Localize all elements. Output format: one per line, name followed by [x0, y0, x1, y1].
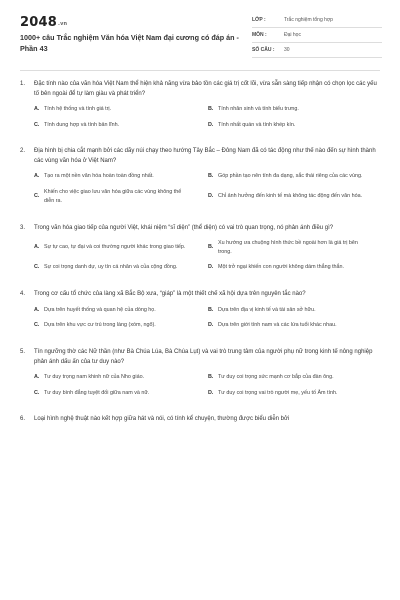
answer-option[interactable]	[34, 306, 208, 315]
option-letter: B.	[208, 306, 214, 313]
answer-option[interactable]	[34, 188, 208, 205]
option-letter: B.	[208, 106, 214, 112]
option-letter: A.	[34, 374, 40, 381]
question-item	[20, 348, 382, 404]
option-text: Tư duy trọng nam khinh nữ của Nho giáo.	[44, 374, 145, 381]
answer-options	[34, 105, 382, 136]
answer-option[interactable]	[34, 105, 208, 114]
answer-option[interactable]	[208, 105, 382, 114]
question-text: Đặc tính nào của văn hóa Việt Nam thể hiện khả năng vừa bảo tồn các giá trị cốt lõi, vừa sẵn sàng tiếp nhận có chọn lọc các yếu tố bên ngoài để tự làm giàu và phát triển?	[34, 81, 377, 97]
answer-option[interactable]	[208, 121, 382, 130]
answer-option[interactable]	[34, 389, 208, 398]
question-number: 4.	[20, 291, 26, 298]
option-letter: D.	[208, 389, 214, 396]
option-text: Khiến cho việc giao lưu văn hóa giữa các vùng không thể diễn ra.	[44, 189, 182, 204]
meta-row-mon	[252, 28, 382, 43]
question-text: Địa hình bị chia cắt mạnh bởi các dãy núi chạy theo hướng Tây Bắc – Đông Nam đã có tác động như thế nào đến sự hình thành các vùng văn hóa ở Việt Nam?	[34, 148, 376, 164]
meta-table	[252, 13, 382, 58]
option-letter: C.	[34, 193, 40, 200]
option-text: Sự tự cao, tự đại và coi thường người khác trong giao tiếp.	[44, 244, 186, 251]
question-number: 2.	[20, 148, 26, 155]
answer-option[interactable]	[34, 373, 208, 382]
option-letter: B.	[208, 244, 214, 251]
option-letter: D.	[208, 322, 214, 329]
option-letter: C.	[34, 264, 40, 271]
answer-option[interactable]	[208, 389, 382, 398]
option-text: Chỉ ảnh hưởng đến kinh tế mà không tác động đến văn hóa.	[218, 193, 363, 200]
meta-label: MÔN :	[252, 32, 267, 38]
question-number: 6.	[20, 416, 26, 423]
option-letter: A.	[34, 306, 40, 313]
option-text: Dựa trên khu vực cư trú trong làng (xóm, ngõ).	[44, 322, 156, 329]
option-letter: C.	[34, 121, 40, 128]
answer-option[interactable]	[208, 306, 382, 315]
option-text: Sự coi trọng danh dự, uy tín cá nhân và của cộng đồng.	[44, 264, 178, 271]
question-item	[20, 224, 382, 280]
option-letter: D.	[208, 121, 214, 128]
option-text: Tạo ra một nền văn hóa hoàn toàn đồng nhất.	[44, 173, 154, 180]
option-letter: A.	[34, 244, 40, 251]
answer-options	[34, 172, 382, 212]
meta-row-so-cau	[252, 43, 382, 58]
question-item	[20, 80, 382, 136]
question-text: Tín ngưỡng thờ các Nữ thần (như Bà Chúa Lúa, Bà Chúa Lụt) và vai trò trung tâm của người phụ nữ trong kinh tế nông nghiệp phản ánh dấu ấn của tư duy nào?	[34, 349, 373, 365]
option-letter: B.	[208, 374, 214, 381]
answer-option[interactable]	[34, 172, 208, 181]
option-text: Góp phần tạo nên tính đa dạng, sắc thái riêng của các vùng.	[218, 173, 363, 180]
option-letter: D.	[208, 264, 214, 271]
answer-option[interactable]	[34, 239, 208, 256]
option-letter: A.	[34, 106, 40, 112]
question-number: 3.	[20, 224, 26, 231]
option-text: Xu hướng ưa chuộng hình thức bề ngoài hơn là giá trị bên trong.	[218, 240, 358, 255]
site-logo[interactable]	[20, 15, 67, 30]
option-text: Dựa trên giới tính nam và các lứa tuổi khác nhau.	[218, 322, 337, 329]
question-text: Trong cơ cấu tổ chức của làng xã Bắc Bộ xưa, “giáp” là một thiết chế xã hội dựa trên nguyên tắc nào?	[34, 291, 306, 298]
option-letter: C.	[34, 389, 40, 396]
question-list	[20, 80, 382, 436]
question-item	[20, 415, 382, 425]
question-item	[20, 290, 382, 337]
meta-value: Trắc nghiệm tổng hợp	[284, 17, 333, 23]
option-text: Tư duy coi trọng vai trò người mẹ, yếu tố Âm tính.	[218, 389, 338, 396]
meta-value: Đại học	[284, 32, 301, 38]
option-text: Một trở ngại khiến con người không dám thẳng thắn.	[218, 264, 345, 271]
answer-option[interactable]	[208, 172, 382, 181]
option-text: Tính nhân sinh và tính biểu trưng.	[218, 106, 299, 112]
answer-option[interactable]	[208, 321, 382, 330]
option-text: Tính hệ thống và tính giá trị.	[44, 106, 112, 112]
logo-text: 2048	[20, 15, 57, 30]
option-text: Dựa trên địa vị kinh tế và tài sản sở hữu.	[218, 306, 316, 313]
answer-option[interactable]	[34, 263, 208, 272]
meta-value: 30	[284, 47, 290, 53]
option-letter: A.	[34, 173, 40, 180]
answer-option[interactable]	[34, 321, 208, 330]
option-letter: B.	[208, 173, 214, 180]
meta-label: SỐ CÂU :	[252, 47, 275, 53]
question-number: 5.	[20, 349, 26, 356]
logo-suffix: .vn	[57, 21, 68, 27]
option-text: Dựa trên huyết thống và quan hệ của dòng họ.	[44, 306, 156, 313]
answer-options	[34, 239, 382, 279]
option-letter: C.	[34, 322, 40, 329]
option-text: Tư duy bình đẳng tuyệt đối giữa nam và nữ.	[44, 389, 150, 396]
option-text: Tư duy coi trọng sức mạnh cơ bắp của đàn ông.	[218, 374, 334, 381]
page-header	[0, 0, 400, 66]
document-title: 1000+ câu Trắc nghiệm Văn hóa Việt Nam đại cương có đáp án - Phần 43	[20, 33, 239, 53]
question-text: Trong văn hóa giao tiếp của người Việt, khái niệm “sĩ diện” (thể diện) có vai trò quan trọng, nó phản ánh điều gì?	[34, 224, 334, 231]
question-text: Loại hình nghệ thuật nào kết hợp giữa hát và nói, có tính kể chuyện, thường được biểu diễn bởi	[34, 416, 290, 423]
answer-options	[34, 373, 382, 404]
question-number: 1.	[20, 81, 26, 87]
option-text: Tính dung hợp và tính bản lĩnh.	[44, 121, 120, 128]
answer-option[interactable]	[208, 188, 382, 205]
answer-option[interactable]	[208, 263, 382, 272]
option-letter: D.	[208, 193, 214, 200]
header-divider	[20, 70, 380, 71]
question-item	[20, 147, 382, 212]
answer-option[interactable]	[208, 239, 382, 256]
option-text: Tính nhất quán và tính khép kín.	[218, 121, 296, 128]
meta-label: LỚP :	[252, 17, 266, 23]
answer-options	[34, 306, 382, 337]
answer-option[interactable]	[208, 373, 382, 382]
meta-row-lop	[252, 13, 382, 28]
answer-option[interactable]	[34, 121, 208, 130]
